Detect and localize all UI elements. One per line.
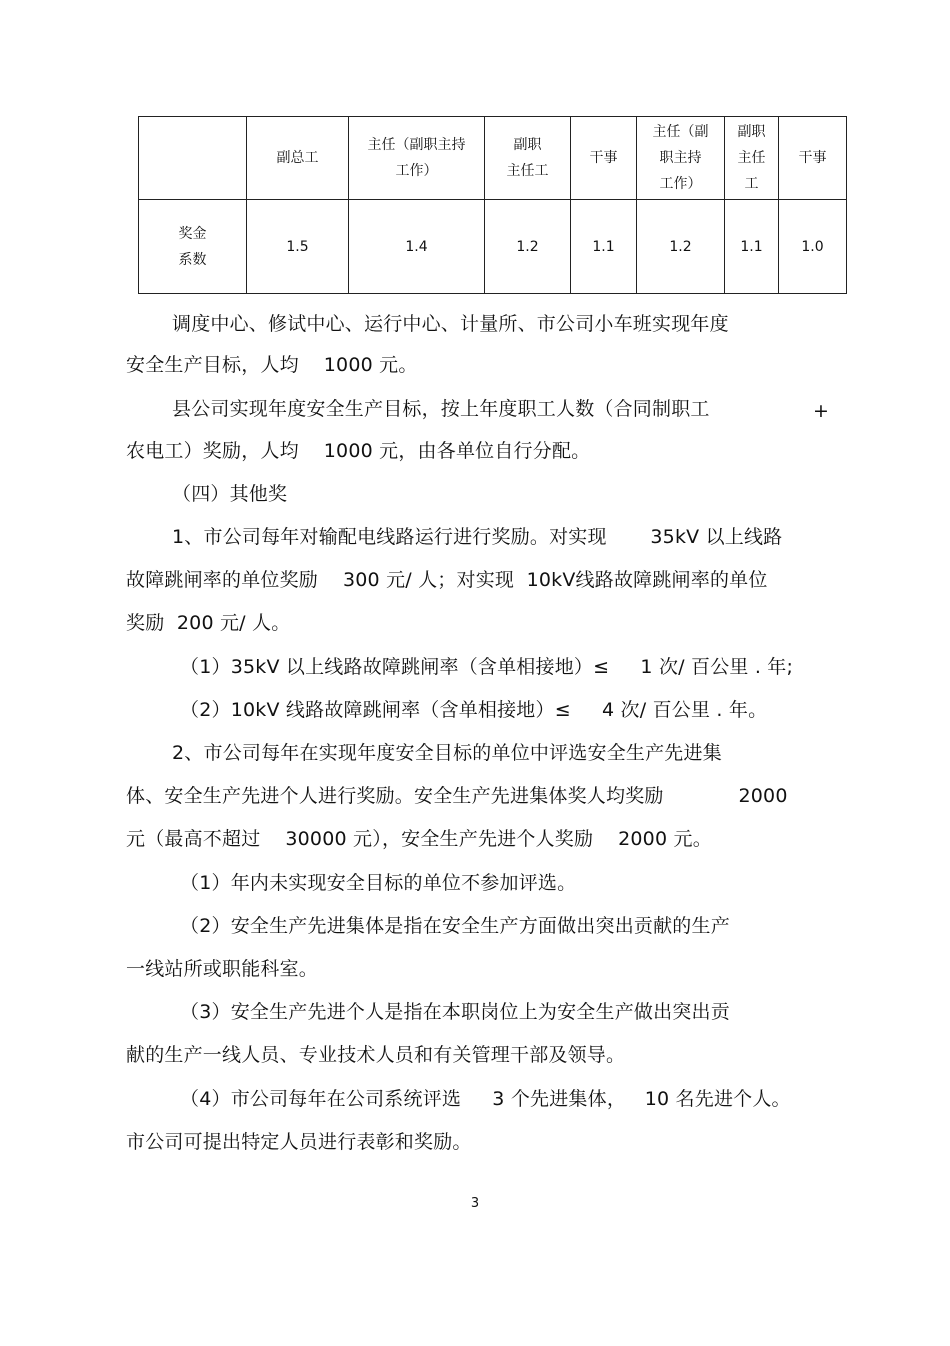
paragraph-line: 奖励 200 元/ 人。 (126, 612, 291, 634)
paragraph-line: （2）10kV 线路故障跳闸率（含单相接地）≤ 4 次/ 百公里 . 年。 (180, 699, 768, 721)
paragraph-line: 调度中心、修试中心、运行中心、计量所、市公司小车班实现年度 (172, 313, 729, 335)
paragraph-line: 安全生产目标，人均 1000 元。 (126, 354, 418, 376)
paragraph-line: （1）35kV 以上线路故障跳闸率（含单相接地）≤ 1 次/ 百公里 . 年; (180, 656, 794, 678)
paragraph-line: 1、市公司每年对输配电线路运行进行奖励。对实现 35kV 以上线路 (172, 526, 783, 548)
paragraph-line: 县公司实现年度安全生产目标，按上年度职工人数（合同制职工 (172, 398, 710, 420)
paragraph-line: （2）安全生产先进集体是指在安全生产方面做出突出贡献的生产 (180, 915, 730, 937)
table-cell: 1.2 (637, 200, 725, 294)
paragraph-line: 2、市公司每年在实现年度安全目标的单位中评选安全生产先进集 (172, 742, 722, 764)
table-header-cell: 主任（副 职主持 工作） (637, 117, 725, 200)
paragraph-line: 元（最高不超过 30000 元），安全生产先进个人奖励 2000 元。 (126, 828, 712, 850)
table-cell: 1.4 (349, 200, 485, 294)
paragraph-line: 农电工）奖励，人均 1000 元，由各单位自行分配。 (126, 440, 591, 462)
table-cell: 1.0 (779, 200, 847, 294)
table-header-cell: 副职 主任 工 (725, 117, 779, 200)
table-header-cell: 干事 (779, 117, 847, 200)
page-number: 3 (470, 1196, 480, 1211)
paragraph-line: （1）年内未实现安全目标的单位不参加评选。 (180, 872, 577, 894)
table-header-cell: 主任（副职主持 工作） (349, 117, 485, 200)
paragraph-line: 体、安全生产先进个人进行奖励。安全生产先进集体奖人均奖励 2000 (126, 785, 788, 807)
table-cell: 1.1 (571, 200, 637, 294)
row-label-cell: 奖金 系数 (139, 200, 247, 294)
paragraph-line: + (813, 400, 830, 422)
paragraph-line: 市公司可提出特定人员进行表彰和奖励。 (126, 1131, 472, 1153)
table-cell: 1.2 (485, 200, 571, 294)
table-cell: 1.5 (247, 200, 349, 294)
table-header-cell: 干事 (571, 117, 637, 200)
paragraph-line: 献的生产一线人员、专业技术人员和有关管理干部及领导。 (126, 1044, 626, 1066)
paragraph-line: 一线站所或职能科室。 (126, 958, 319, 980)
paragraph-line: （4）市公司每年在公司系统评选 3 个先进集体， 10 名先进个人。 (180, 1088, 791, 1110)
section-heading: （四）其他奖 (172, 483, 288, 505)
paragraph-line: 故障跳闸率的单位奖励 300 元/ 人；对实现 10kV线路故障跳闸率的单位 (126, 569, 768, 591)
table-header-cell: 副职 主任工 (485, 117, 571, 200)
table-header-cell: 副总工 (247, 117, 349, 200)
table-cell: 1.1 (725, 200, 779, 294)
paragraph-line: （3）安全生产先进个人是指在本职岗位上为安全生产做出突出贡 (180, 1001, 730, 1023)
